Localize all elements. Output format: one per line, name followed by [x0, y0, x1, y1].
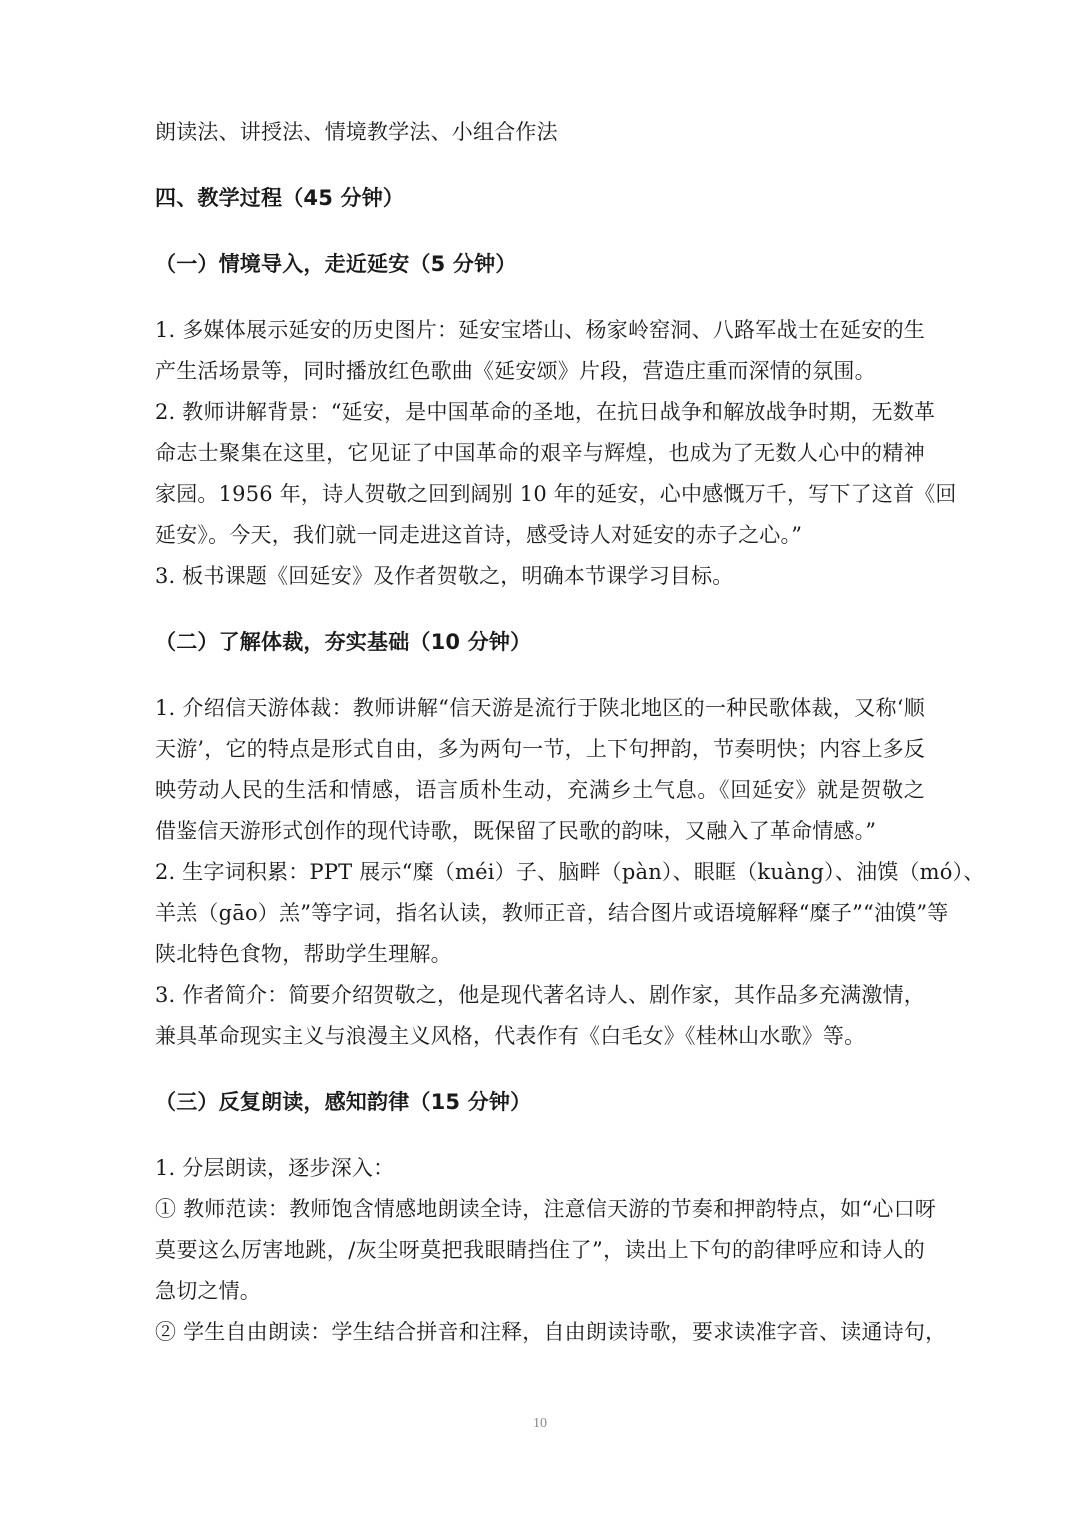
- text-line: 莫要这么厉害地跳，/灰尘呀莫把我眼睛挡住了”，读出上下句的韵律呼应和诗人的: [155, 1238, 925, 1262]
- text-line: 借鉴信天游形式创作的现代诗歌，既保留了民歌的韵味，又融入了革命情感。”: [155, 819, 877, 843]
- text-line: ② 学生自由朗读：学生结合拼音和注释，自由朗读诗歌，要求读准字音、读通诗句，: [155, 1320, 947, 1344]
- page-number: 10: [533, 1416, 547, 1431]
- subsection-heading-1: （一）情境导入，走近延安（5 分钟）: [155, 252, 517, 276]
- text-line: 1. 介绍信天游体裁：教师讲解“信天游是流行于陕北地区的一种民歌体裁，又称‘顺: [155, 696, 925, 720]
- text-line: 2. 生字词积累：PPT 展示“糜（méi）子、脑畔（pàn）、眼眶（kuàng）、油馍（mó）、: [155, 860, 985, 884]
- text-line: 延安》。今天，我们就一同走进这首诗，感受诗人对延安的赤子之心。”: [155, 523, 803, 547]
- text-line: 急切之情。: [155, 1279, 261, 1303]
- subsection-heading-3: （三）反复朗读，感知韵律（15 分钟）: [155, 1090, 532, 1114]
- text-line: 1. 分层朗读，逐步深入：: [155, 1156, 395, 1180]
- text-line: 映劳动人民的生活和情感，语言质朴生动，充满乡土气息。《回延安》就是贺敬之: [155, 778, 925, 802]
- text-line: 产生活场景等，同时播放红色歌曲《延安颂》片段，营造庄重而深情的氛围。: [155, 359, 876, 383]
- text-line: 3. 作者简介：简要介绍贺敬之，他是现代著名诗人、剧作家，其作品多充满激情，: [155, 983, 925, 1007]
- text-line: 羊羔（gāo）羔”等字词，指名认读，教师正音，结合图片或语境解释“糜子”“油馍”等: [155, 901, 949, 925]
- text-line: 天游’，它的特点是形式自由，多为两句一节，上下句押韵，节奏明快；内容上多反: [155, 737, 926, 761]
- text-line: ① 教师范读：教师饱含情感地朗读全诗，注意信天游的节奏和押韵特点，如“心口呀: [155, 1197, 937, 1221]
- text-line: 2. 教师讲解背景：“延安，是中国革命的圣地，在抗日战争和解放战争时期，无数革: [155, 400, 936, 424]
- text-line: 陕北特色食物，帮助学生理解。: [155, 942, 452, 966]
- text-line: 命志士聚集在这里，它见证了中国革命的艰辛与辉煌，也成为了无数人心中的精神: [155, 441, 925, 465]
- section-heading-teaching-process: 四、教学过程（45 分钟）: [155, 186, 405, 210]
- text-line: 3. 板书课题《回延安》及作者贺敬之，明确本节课学习目标。: [155, 564, 734, 588]
- subsection-heading-2: （二）了解体裁，夯实基础（10 分钟）: [155, 630, 532, 654]
- text-line: 家园。1956 年，诗人贺敬之回到阔别 10 年的延安，心中感慨万千，写下了这首《回: [155, 482, 957, 506]
- text-line: 兼具革命现实主义与浪漫主义风格，代表作有《白毛女》《桂林山水歌》等。: [155, 1024, 866, 1048]
- text-line: 1. 多媒体展示延安的历史图片：延安宝塔山、杨家岭窑洞、八路军战士在延安的生: [155, 318, 925, 342]
- paragraph-methods: 朗读法、讲授法、情境教学法、小组合作法: [155, 120, 558, 144]
